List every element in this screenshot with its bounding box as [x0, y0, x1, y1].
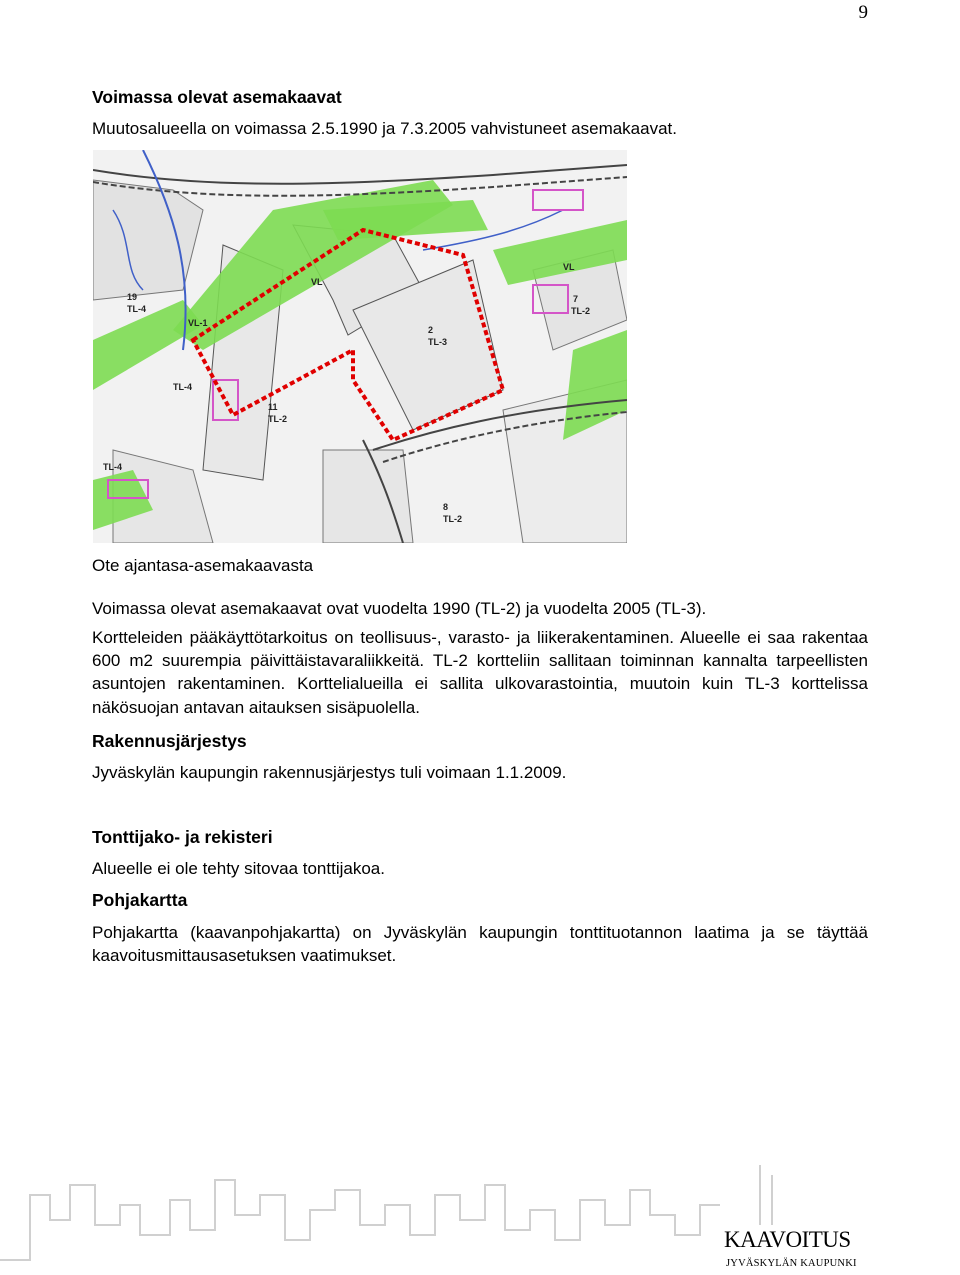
brand-logo: KAAVOITUS: [724, 1227, 851, 1252]
label-8: 8: [443, 502, 449, 512]
text-tonttijako: Alueelle ei ole tehty sitovaa tonttijakoa.: [92, 859, 385, 878]
page-number: 9: [858, 2, 868, 23]
label-19: 19: [127, 292, 138, 302]
brand-subtitle: JYVÄSKYLÄN KAUPUNKI: [726, 1258, 857, 1269]
label-11: 11: [268, 402, 278, 412]
label-tl4-c: TL-4: [103, 462, 122, 472]
label-tl2-b: TL-2: [571, 306, 590, 316]
heading-rakennusjarjestys: Rakennusjärjestys: [92, 731, 247, 751]
label-tl2-a: TL-2: [268, 414, 287, 424]
label-vl-b: VL: [563, 262, 575, 272]
map-caption: Ote ajantasa-asemakaavasta: [92, 556, 314, 575]
text-rakennusjarjestys: Jyväskylän kaupungin rakennusjärjestys tuli voimaan 1.1.2009.: [92, 763, 567, 782]
label-tl4-b: TL-4: [173, 382, 192, 392]
label-tl4-a: TL-4: [127, 304, 146, 314]
label-7: 7: [573, 294, 579, 304]
label-vl-a: VL: [311, 277, 323, 287]
text-intro: Voimassa olevat asemakaavat ovat vuodelta 1990 (TL-2) ja vuodelta 2005 (TL-3).: [92, 599, 707, 618]
heading-tonttijako: Tonttijako- ja rekisteri: [92, 827, 273, 847]
label-vl-1: VL-1: [188, 318, 208, 328]
text-muutosalue: Muutosalueella on voimassa 2.5.1990 ja 7.3.2005 vahvistuneet asemakaavat.: [92, 119, 677, 138]
text-pohjakartta: Pohjakartta (kaavanpohjakartta) on Jyväskylän kaupungin tonttituotannon laatima ja se täyttää kaavoitusmittausasetuksen vaatimukset.: [92, 923, 868, 966]
heading-voimassa: Voimassa olevat asemakaavat: [92, 87, 342, 107]
zoning-map: [93, 150, 627, 543]
label-tl2-c: TL-2: [443, 514, 462, 524]
label-tl3: TL-3: [428, 337, 447, 347]
label-2: 2: [428, 325, 434, 335]
text-body: Kortteleiden pääkäyttötarkoitus on teollisuus-, varasto- ja liikerakentaminen. Alueelle ei saa rakentaa 600 m2 suurempia päivittäistavaraliikkeitä. TL-2 kortteliin sallitaan toiminnan kannalta tarpeellisten asuntojen rakentaminen. Korttelialueilla ei sallita ulkovarastointia, muutoin kuin TL-3 korttelissa näkösuojan antavan aitauksen sisäpuolella.: [92, 628, 868, 717]
heading-pohjakartta: Pohjakartta: [92, 890, 188, 910]
